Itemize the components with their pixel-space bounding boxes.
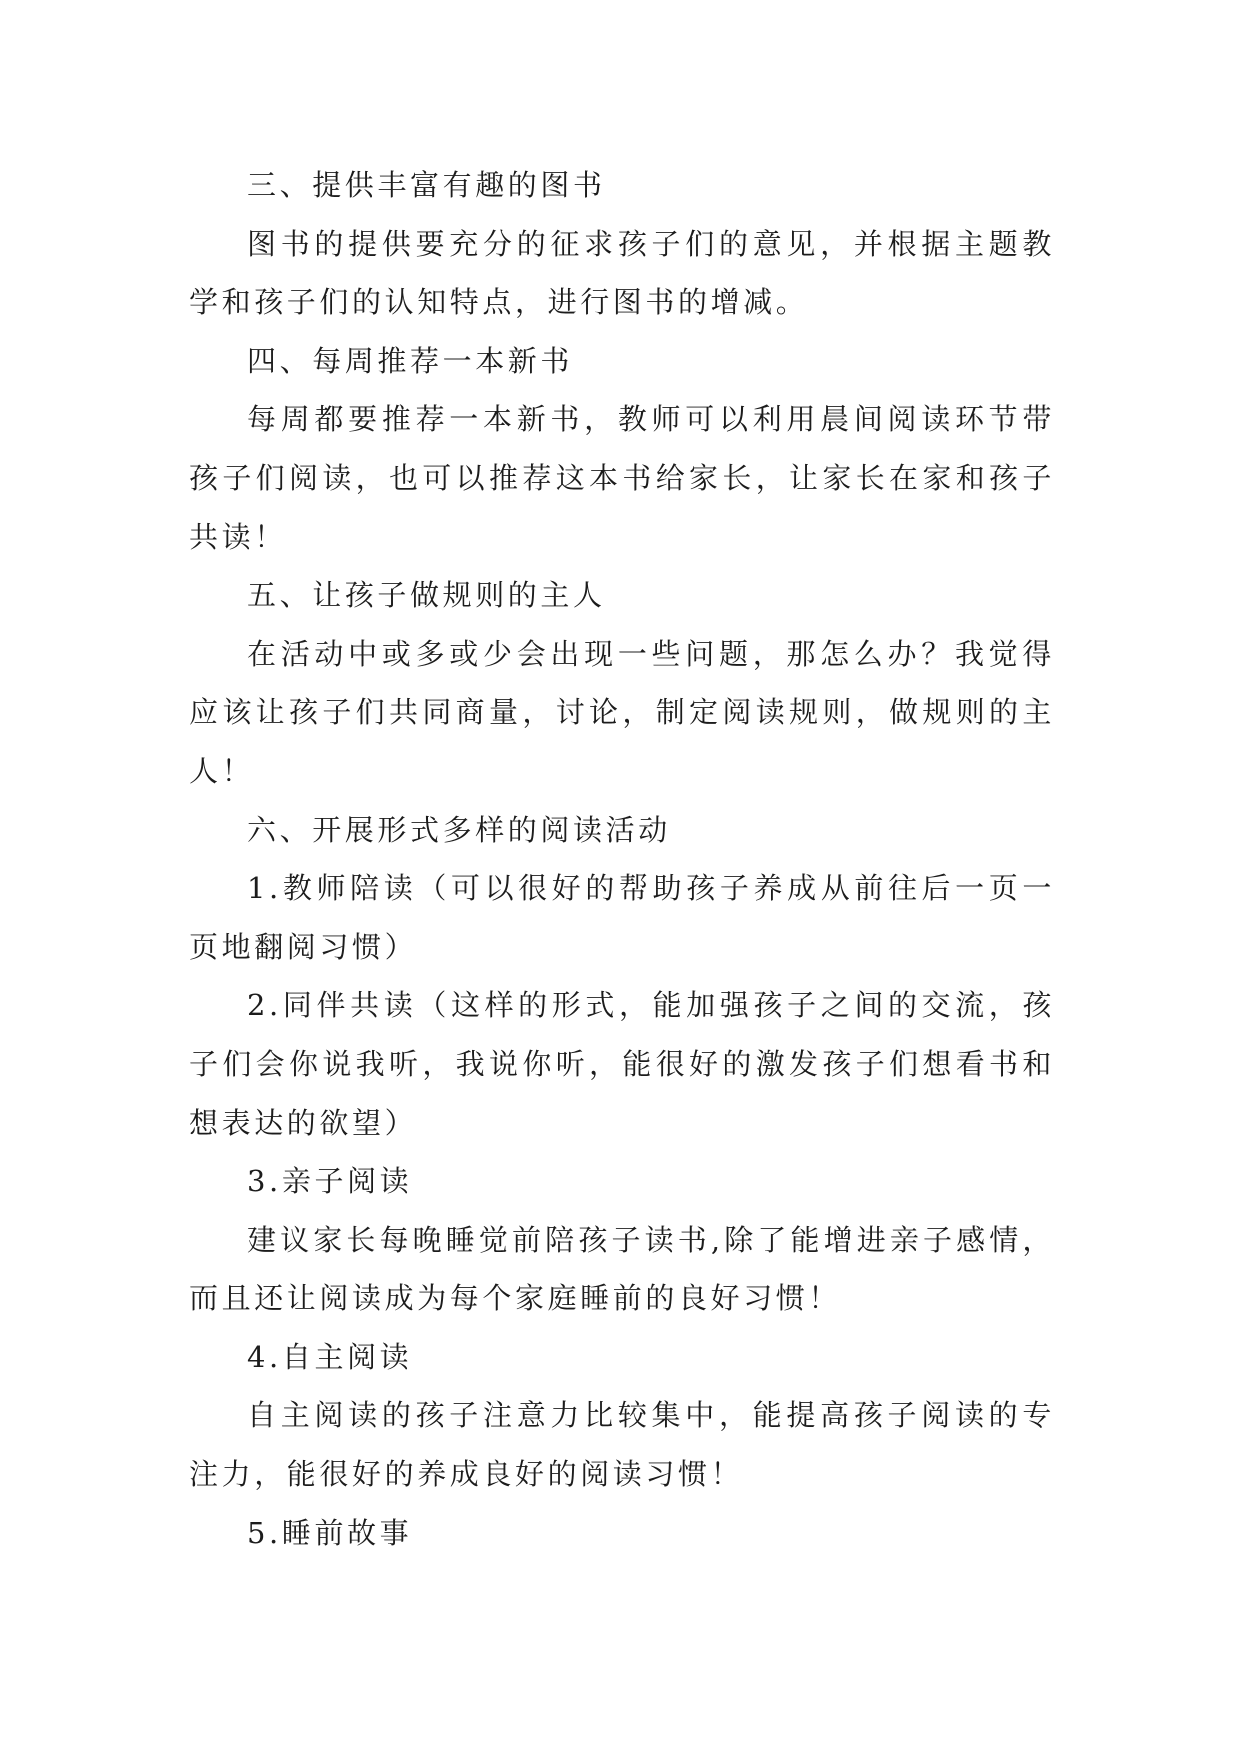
list-item: 3.亲子阅读 — [247, 1164, 413, 1199]
section-heading: 六、开展形式多样的阅读活动 — [247, 812, 671, 847]
list-item: 4.自主阅读 — [247, 1339, 413, 1374]
section-heading: 三、提供丰富有趣的图书 — [247, 168, 606, 202]
paragraph: 自主阅读的孩子注意力比较集中，能提高孩子阅读的专注力，能很好的养成良好的阅读习惯！ — [189, 1398, 1055, 1492]
list-item: 5.睡前故事 — [247, 1515, 413, 1550]
paragraph: 每周都要推荐一本新书，教师可以利用晨间阅读环节带孩子们阅读，也可以推荐这本书给家长，让家长在家和孩子共读！ — [189, 402, 1055, 554]
paragraph: 图书的提供要充分的征求孩子们的意见，并根据主题教学和孩子们的认知特点，进行图书的增减。 — [189, 226, 1055, 320]
paragraph: 建议家长每晚睡觉前陪孩子读书,除了能增进亲子感情，而且还让阅读成为每个家庭睡前的良好习惯！ — [189, 1222, 1055, 1316]
paragraph: 在活动中或多或少会出现一些问题，那怎么办？我觉得应该让孩子们共同商量，讨论，制定阅读规则，做规则的主人！ — [189, 636, 1055, 788]
section-heading: 四、每周推荐一本新书 — [247, 343, 574, 378]
section-heading: 五、让孩子做规则的主人 — [247, 578, 606, 613]
document-body — [189, 156, 1055, 1562]
list-item: 2.同伴共读（这样的形式，能加强孩子之间的交流，孩子们会你说我听，我说你听，能很好的激发孩子们想看书和想表达的欲望） — [189, 988, 1055, 1140]
list-item: 1.教师陪读（可以很好的帮助孩子养成从前往后一页一页地翻阅习惯） — [189, 871, 1055, 964]
